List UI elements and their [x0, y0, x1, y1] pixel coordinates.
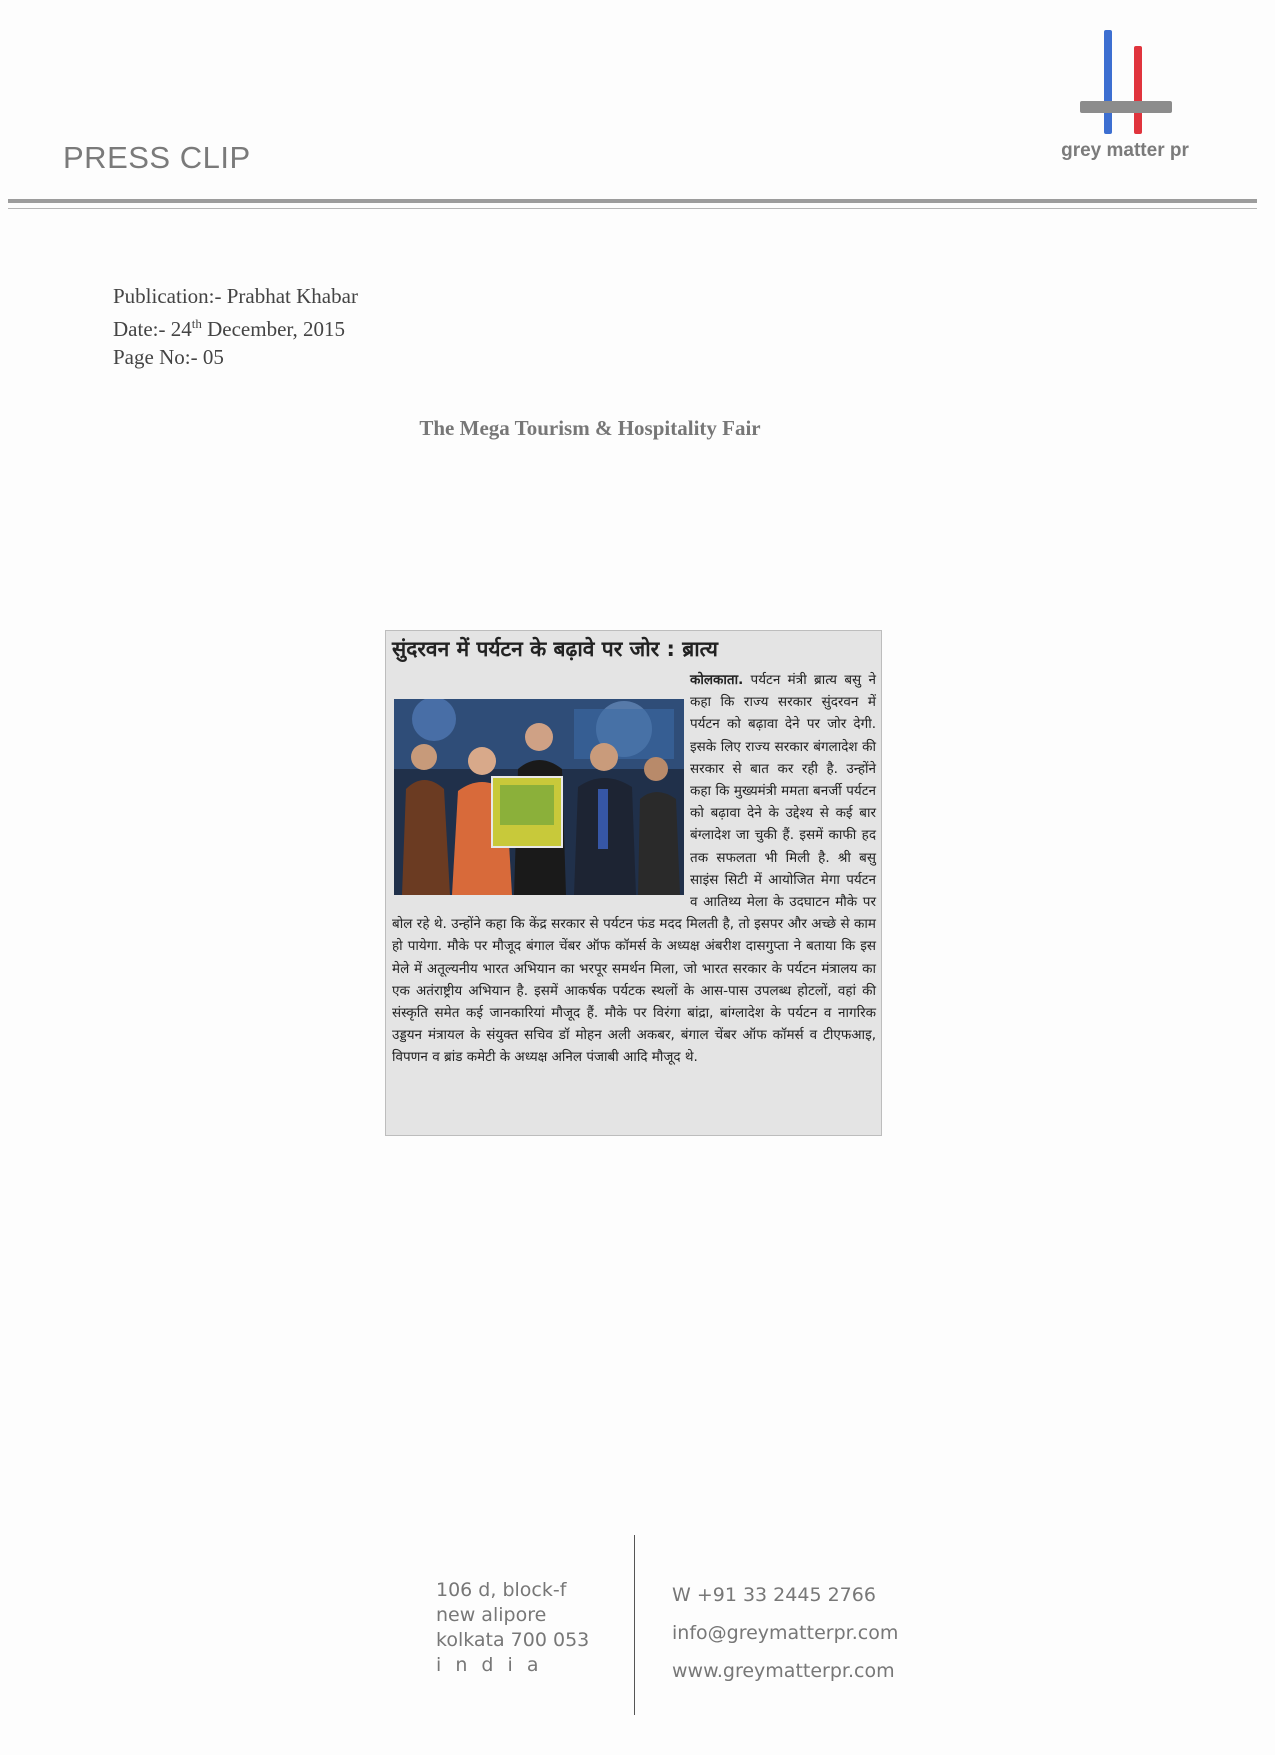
footer-address: [436, 1578, 590, 1678]
address-line: i n d i a: [436, 1654, 543, 1676]
footer-contact: [672, 1576, 898, 1690]
header-rule: [8, 199, 1257, 203]
address-line: new alipore: [436, 1604, 547, 1626]
press-clip-title: PRESS CLIP: [63, 140, 251, 175]
grey-matter-logo-icon: [1070, 28, 1180, 148]
fair-title: The Mega Tourism & Hospitality Fair: [419, 416, 761, 440]
address-line: kolkata 700 053: [436, 1629, 590, 1651]
clip-dateline: कोलकाता.: [690, 672, 744, 688]
date-line: Date:- 24th December, 2015: [113, 316, 346, 341]
event-photo: [394, 699, 684, 895]
phone-number: W +91 33 2445 2766: [672, 1584, 876, 1606]
website-link[interactable]: www.greymatterpr.com: [672, 1660, 895, 1682]
footer-divider: [634, 1535, 635, 1715]
header-rule-thin: [8, 208, 1257, 209]
clip-body-text: पर्यटन मंत्री ब्रात्य बसु ने कहा कि राज्य सरकार सुंदरवन में पर्यटन को बढ़ावा देने पर जोर देगी. इसके लिए राज्य सरकार बंगलादेश की सरकार से बात कर रही है. उन्होंने कहा कि मुख्यमंत्री ममता बनर्जी पर्यटन को बढ़ावा देने के उद्देश्य से कई बार बंग्लादेश जा चुकी हैं. इसमें काफी हद तक सफलता भी मिली है. श्री बसु साइंस सिटी में आयोजित मेगा पर्यटन व आतिथ्य मेला के उदघाटन मौके पर बोल रहे थे. उन्होंने कहा कि केंद्र सरकार से पर्यटन फंड मदद मिलती है, तो इसपर और अच्छे से काम हो पायेगा. मौके पर मौजूद बंगाल चेंबर ऑफ कॉमर्स के अध्यक्ष अंबरीश दासगुप्ता ने बताया कि इस मेले में अतूल्यनीय भारत अभियान का भरपूर समर्थन मिला, जो भारत सरकार के पर्यटन मंत्रालय का एक अतंराष्ट्रीय अभियान है. इसमें आकर्षक पर्यटक स्थलों के आस-पास उपलब्ध होटलों, वहां की संस्कृति समेत कई जानकारियां मौजूद हैं. मौके पर विरंगा बांद्रा, बांग्लादेश के पर्यटन व नागरिक उड्डयन मंत्रायल के संयुक्त सचिव डॉ मोहन अली अकबर, बंगाल चेंबर ऑफ कॉमर्स व टीएफआइ, विपणन व ब्रांड कमेटी के अध्यक्ष अनिल पंजाबी आदि मौजूद थे.: [392, 672, 876, 1066]
address-line: 106 d, block-f: [436, 1579, 567, 1601]
brand-name: grey matter pr: [1061, 140, 1189, 161]
newspaper-clipping: [385, 630, 882, 1136]
page-number-line: Page No:- 05: [113, 345, 224, 369]
email-link[interactable]: info@greymatterpr.com: [672, 1622, 899, 1644]
clip-headline: सुंदरवन में पर्यटन के बढ़ावे पर जोर : ब्रात्य: [392, 637, 718, 661]
publication-line: Publication:- Prabhat Khabar: [113, 284, 358, 308]
publication-meta: [113, 282, 358, 371]
